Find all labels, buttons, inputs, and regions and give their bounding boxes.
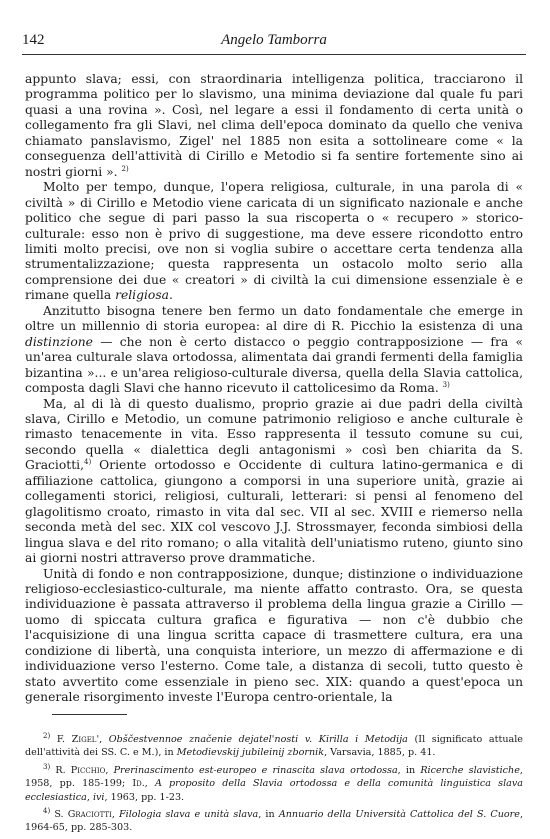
footnote: $^{3)}$ R. Picchio, Prerinascimento est-europeo e rinascita slava ortodossa, in Ricerche slavistiche, 1958, pp. 185-199; Id., A proposito della Slavia ortodossa e della comunità linguistica slava ecclesiastica, ivi, 1963, pp. 1-23. <box>25 762 524 803</box>
paragraph: appunto slava; essi, con straordinaria intelligenza politica, tracciarono il programma politico per lo slavismo, una minima deviazione dal quale fu pari quasi a una rovina ». Così, nel legare a essi il fondamento di certa unità o collegamento fra gli Slavi, nel clima dell'epoca dominato da quello che veniva chiamato panslavismo, Zigel' nel 1885 non esita a sottolineare come « la conseguenza dell'attività di Cirillo e Metodio si fa sentire fortemente sino ai nostri giorni ». $^{2)}$ <box>25 72 523 179</box>
paragraph: Anzitutto bisogna tenere ben fermo un dato fondamentale che emerge in oltre un millennio di storia europea: al dire di R. Picchio la esistenza di una distinzione — che non è certo distacco o peggio contrapposizione — fra « un'area culturale slava ortodossa, alimentata dai grandi fermenti della famiglia bizantina »... e un'area religioso-culturale diversa, quella della Slavia cattolica, composta dagli Slavi che hanno ricevuto il cattolicesimo da Roma. $^{3)}$ <box>25 303 523 396</box>
paragraph: Molto per tempo, dunque, l'opera religiosa, culturale, in una parola di « civiltà » di Cirillo e Metodio viene caricata di un significato nazionale e anche politico che segue di pari passo la sua riscoperta o « recupero » storico-culturale: esso non è privo di suggestione, ma deve essere ricondotto entro limiti molto precisi, ove non si voglia subire o accettare certa tendenza alla strumentalizzazione; questa rappresenta un ostacolo molto serio alla comprensione dei due « creatori » di civiltà la cui dimensione essenziale è e rimane quella religiosa. <box>25 180 523 303</box>
footnote-ref: 4) <box>83 458 92 467</box>
emphasis: distinzione <box>25 334 93 349</box>
paragraph: Unità di fondo e non contrapposizione, dunque; distinzione o individuazione religioso-ecclesiastico-culturale, ma niente affatto contrasto. Ora, se questa individuazione è passata attraverso il problema della lingua grazie a Cirillo — uomo di spiccata cultura grafica e figurativa — non c'è dubbio che l'acquisizione di una lingua scritta capace di trasmettere cultura, era una condizione di libertà, una conquista interiore, un mezzo di affermazione e di individuazione verso l'esterno. Come tale, a distanza di secoli, tutto questo è stato avvertito come essenziale in pieno sec. XIX: quando a quest'epoca un generale risorgimento investe l'Europa centro-orientale, la <box>25 566 523 705</box>
footnote: $^{4)}$ S. Graciotti, Filologia slava e unità slava, in Annuario della Università Cattolica del S. Cuore, 1964-65, pp. 285-303. <box>25 806 524 834</box>
paragraph: Ma, al di là di questo dualismo, proprio grazie ai due padri della civiltà slava, Cirillo e Metodio, un comune patrimonio religioso e anche culturale è rimasto tenacemente in vita. Esso rappresenta il tessuto comune su cui, secondo quella « dialettica degli antagonismi » così ben chiarita da S. Graciotti,$^{4)}$ Oriente ortodosso e Occidente di cultura latino-germanica e di affiliazione cattolica, giungono a comporsi in una superiore unità, grazie ai collegamenti storici, religiosi, culturali, letterari: si pensi al fenomeno del glagolitismo croato, rimasto in vita dal sec. VII al sec. XVIII e riemerso nella seconda metà del sec. XIX col vescovo J.J. Strossmayer, feconda simbiosi della lingua slava e del rito romano; o alla vitalità dell'uniatismo ruteno, giunto sino ai giorni nostri attraverso prove drammatiche. <box>25 396 523 566</box>
page-number: 142 <box>22 32 45 48</box>
running-title: Angelo Tamborra <box>221 32 327 48</box>
emphasis: religiosa <box>115 288 169 303</box>
footnote: $^{2)}$ F. Zigel', Obščestvennoe značenie dejatel'nosti v. Kirilla i Metodija (Il significato attuale dell'attività dei SS. C. e M.), in Metodievskij jubileinij zbornik, Varsavia, 1885, p. 41. <box>25 731 523 759</box>
page-header <box>22 32 526 55</box>
footnote-ref: 3) <box>442 380 450 389</box>
footnote-divider <box>52 714 127 715</box>
body-text <box>25 72 523 706</box>
footnotes <box>25 733 523 839</box>
footnote-ref: 2) <box>121 164 129 173</box>
